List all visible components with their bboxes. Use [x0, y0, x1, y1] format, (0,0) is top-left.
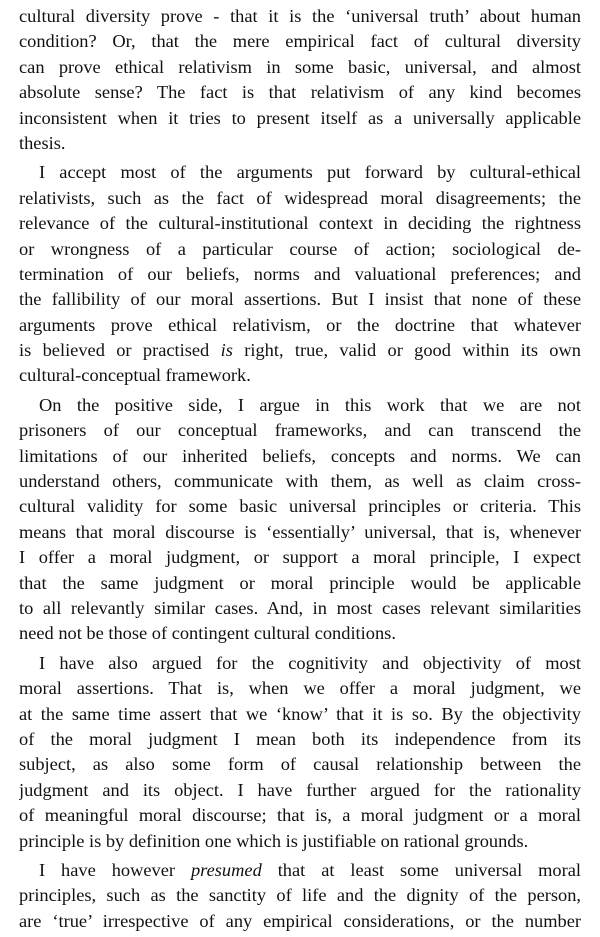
- text-line: moral assertions. That is, when we offer a moral judgment, we: [19, 678, 581, 699]
- paragraph: [19, 160, 581, 389]
- text-line: understand others, communicate with them, as well as claim cross-: [19, 471, 581, 492]
- text-line: subject, as also some form of causal relationship between the: [19, 754, 581, 775]
- text-line: are ‘true’ irrespective of any empirical considerations, or the number: [19, 910, 581, 931]
- text-line: On the positive side, I argue in this work that we are not: [39, 394, 581, 415]
- text-line: I offer a moral judgment, or support a moral principle, I expect: [19, 547, 581, 568]
- text-line: principles, such as the sanctity of life and the dignity of the person,: [19, 885, 581, 906]
- text-line: that the same judgment or moral principle would be applicable: [19, 572, 581, 593]
- text-line: prisoners of our conceptual frameworks, and can transcend the: [19, 420, 581, 441]
- text-line: I have also argued for the cognitivity and objectivity of most: [39, 652, 581, 673]
- text-line: relevance of the cultural-institutional context in deciding the rightness: [19, 213, 581, 234]
- text-line: can prove ethical relativism in some basic, universal, and almost: [19, 56, 581, 77]
- paragraph: [19, 651, 581, 854]
- text-line: judgment and its object. I have further argued for the rationality: [19, 779, 581, 800]
- text-line: absolute sense? The fact is that relativism of any kind becomes: [19, 82, 581, 103]
- text-line: I have however presumed that at least some universal moral: [39, 859, 581, 880]
- paragraph: [19, 393, 581, 647]
- text-line: limitations of our inherited beliefs, concepts and norms. We can: [19, 445, 581, 466]
- paragraph: [19, 4, 581, 156]
- text-line: I accept most of the arguments put forward by cultural-ethical: [39, 162, 581, 183]
- text-line: or wrongness of a particular course of action; sociological de-: [19, 238, 581, 259]
- text-line: thesis.: [19, 132, 66, 153]
- text-line: inconsistent when it tries to present itself as a universally applicable: [19, 107, 581, 128]
- text-line: cultural validity for some basic universal principles or criteria. This: [19, 496, 581, 517]
- text-line: at the same time assert that we ‘know’ that it is so. By the objectivity: [19, 703, 581, 724]
- text-line: of meaningful moral discourse; that is, a moral judgment or a moral: [19, 805, 581, 826]
- text-line: of the moral judgment I mean both its independence from its: [19, 728, 581, 749]
- text-line: arguments prove ethical relativism, or the doctrine that whatever: [19, 314, 581, 335]
- paragraph: [19, 858, 581, 934]
- text-line: cultural-conceptual framework.: [19, 365, 251, 386]
- text-line: cultural diversity prove - that it is the ‘universal truth’ about human: [19, 6, 581, 26]
- text-line: means that moral discourse is ‘essentially’ universal, that is, whenever: [19, 521, 581, 542]
- text-line: to all relevantly similar cases. And, in most cases relevant similarities: [19, 597, 581, 618]
- text-line: condition? Or, that the mere empirical fact of cultural diversity: [19, 31, 581, 52]
- book-page: [19, 4, 581, 934]
- text-line: the fallibility of our moral assertions. But I insist that none of these: [19, 289, 581, 310]
- text-line: termination of our beliefs, norms and valuational preferences; and: [19, 263, 581, 284]
- text-line: need not be those of contingent cultural conditions.: [19, 623, 396, 644]
- text-line: is believed or practised is right, true, valid or good within its own: [19, 340, 581, 361]
- text-line: principle is by definition one which is justifiable on rational grounds.: [19, 830, 529, 851]
- text-line: relativists, such as the fact of widespread moral disagreements; the: [19, 187, 581, 208]
